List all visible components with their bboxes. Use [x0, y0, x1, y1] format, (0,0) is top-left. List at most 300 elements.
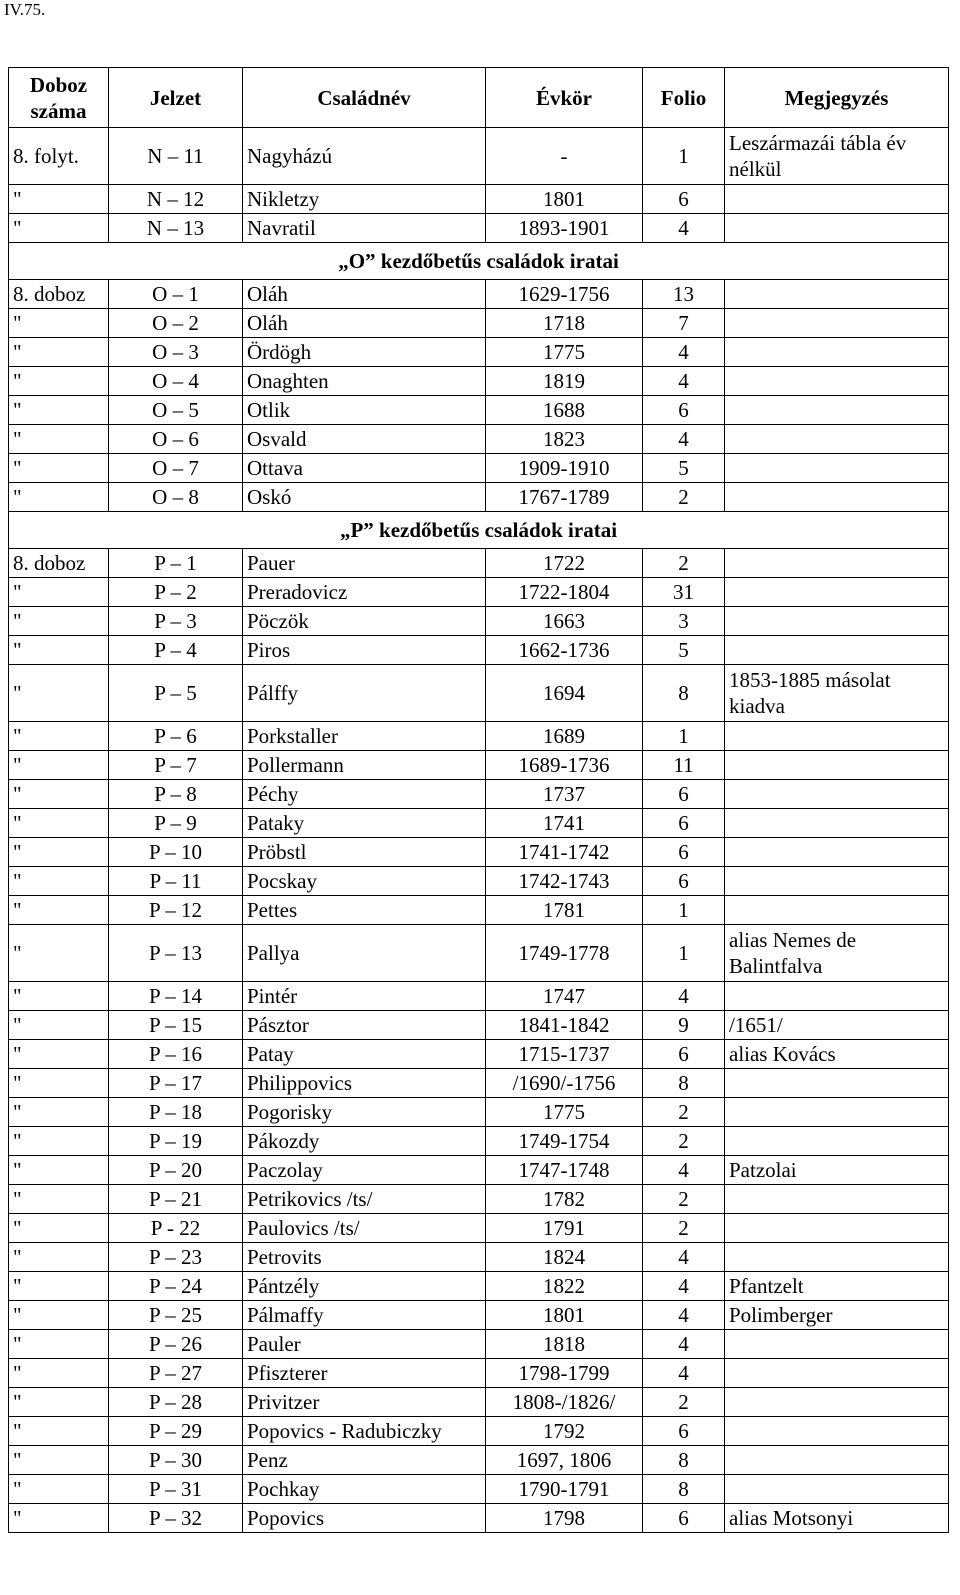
page-id: IV.75.	[4, 0, 46, 19]
doboz-cell: "	[9, 1446, 109, 1475]
folio-cell: 13	[643, 280, 725, 309]
folio-cell: 4	[643, 1272, 725, 1301]
doboz-cell: "	[9, 367, 109, 396]
table-row	[9, 867, 949, 896]
csaladnev-cell: Pettes	[243, 896, 486, 925]
header-folio: Folio	[643, 68, 725, 128]
jelzet-cell: P – 6	[109, 722, 243, 751]
table-row	[9, 1504, 949, 1533]
table-body	[9, 128, 949, 1533]
megjegyzes-cell: 1853-1885 másolat kiadva	[725, 665, 949, 722]
table-row	[9, 751, 949, 780]
megjegyzes-cell	[725, 578, 949, 607]
table-row	[9, 722, 949, 751]
megjegyzes-cell	[725, 896, 949, 925]
csaladnev-cell: Otlik	[243, 396, 486, 425]
jelzet-cell: P – 3	[109, 607, 243, 636]
doboz-cell: "	[9, 1185, 109, 1214]
table-row	[9, 838, 949, 867]
jelzet-cell: O – 6	[109, 425, 243, 454]
table-row	[9, 1185, 949, 1214]
csaladnev-cell: Oláh	[243, 309, 486, 338]
jelzet-cell: P – 27	[109, 1359, 243, 1388]
folio-cell: 5	[643, 454, 725, 483]
megjegyzes-cell	[725, 607, 949, 636]
evkor-cell: 1662-1736	[486, 636, 643, 665]
table-row	[9, 1388, 949, 1417]
jelzet-cell: P – 32	[109, 1504, 243, 1533]
megjegyzes-cell	[725, 1330, 949, 1359]
section-row	[9, 243, 949, 280]
folio-cell: 6	[643, 396, 725, 425]
megjegyzes-cell	[725, 1243, 949, 1272]
folio-cell: 31	[643, 578, 725, 607]
jelzet-cell: O – 4	[109, 367, 243, 396]
table-row	[9, 780, 949, 809]
doboz-cell: "	[9, 1069, 109, 1098]
megjegyzes-cell	[725, 838, 949, 867]
evkor-cell: 1801	[486, 185, 643, 214]
section-heading: „P” kezdőbetűs családok iratai	[9, 512, 949, 549]
table-row	[9, 1069, 949, 1098]
jelzet-cell: P – 15	[109, 1011, 243, 1040]
table-row	[9, 1040, 949, 1069]
header-megjegyzes: Megjegyzés	[725, 68, 949, 128]
megjegyzes-cell: /1651/	[725, 1011, 949, 1040]
csaladnev-cell: Piros	[243, 636, 486, 665]
megjegyzes-cell	[725, 309, 949, 338]
table-row	[9, 1156, 949, 1185]
evkor-cell: 1782	[486, 1185, 643, 1214]
csaladnev-cell: Pogorisky	[243, 1098, 486, 1127]
folio-cell: 4	[643, 425, 725, 454]
table-row	[9, 809, 949, 838]
megjegyzes-cell	[725, 367, 949, 396]
csaladnev-cell: Pálmaffy	[243, 1301, 486, 1330]
doboz-cell: "	[9, 1243, 109, 1272]
jelzet-cell: P – 31	[109, 1475, 243, 1504]
doboz-cell: "	[9, 338, 109, 367]
jelzet-cell: P – 24	[109, 1272, 243, 1301]
csaladnev-cell: Péchy	[243, 780, 486, 809]
csaladnev-cell: Pálffy	[243, 665, 486, 722]
table-row	[9, 1359, 949, 1388]
doboz-cell: "	[9, 665, 109, 722]
table-row	[9, 425, 949, 454]
table-row	[9, 1301, 949, 1330]
megjegyzes-cell	[725, 1214, 949, 1243]
csaladnev-cell: Ottava	[243, 454, 486, 483]
megjegyzes-cell	[725, 338, 949, 367]
folio-cell: 5	[643, 636, 725, 665]
doboz-cell: "	[9, 1098, 109, 1127]
doboz-cell: "	[9, 636, 109, 665]
megjegyzes-cell: Patzolai	[725, 1156, 949, 1185]
megjegyzes-cell	[725, 214, 949, 243]
doboz-cell: "	[9, 1127, 109, 1156]
csaladnev-cell: Onaghten	[243, 367, 486, 396]
doboz-cell: "	[9, 1359, 109, 1388]
evkor-cell: 1893-1901	[486, 214, 643, 243]
folio-cell: 2	[643, 1185, 725, 1214]
doboz-cell: "	[9, 607, 109, 636]
jelzet-cell: O – 1	[109, 280, 243, 309]
doboz-cell: "	[9, 396, 109, 425]
doboz-cell: "	[9, 309, 109, 338]
folio-cell: 1	[643, 925, 725, 982]
folio-cell: 6	[643, 809, 725, 838]
evkor-cell: 1742-1743	[486, 867, 643, 896]
jelzet-cell: P – 7	[109, 751, 243, 780]
table-row	[9, 1098, 949, 1127]
evkor-cell: 1819	[486, 367, 643, 396]
evkor-cell: 1697, 1806	[486, 1446, 643, 1475]
folio-cell: 8	[643, 1475, 725, 1504]
megjegyzes-cell: alias Nemes de Balintfalva	[725, 925, 949, 982]
evkor-cell: 1741	[486, 809, 643, 838]
jelzet-cell: P – 14	[109, 982, 243, 1011]
csaladnev-cell: Pauer	[243, 549, 486, 578]
jelzet-cell: P – 13	[109, 925, 243, 982]
megjegyzes-cell	[725, 483, 949, 512]
doboz-cell: "	[9, 1504, 109, 1533]
csaladnev-cell: Privitzer	[243, 1388, 486, 1417]
header-doboz: Doboz száma	[9, 68, 109, 128]
megjegyzes-cell	[725, 722, 949, 751]
evkor-cell: 1791	[486, 1214, 643, 1243]
folio-cell: 6	[643, 185, 725, 214]
megjegyzes-cell	[725, 549, 949, 578]
megjegyzes-cell: Pfantzelt	[725, 1272, 949, 1301]
evkor-cell: 1818	[486, 1330, 643, 1359]
csaladnev-cell: Paczolay	[243, 1156, 486, 1185]
jelzet-cell: P – 1	[109, 549, 243, 578]
folio-cell: 6	[643, 1504, 725, 1533]
evkor-cell: 1792	[486, 1417, 643, 1446]
doboz-cell: "	[9, 1475, 109, 1504]
evkor-cell: 1694	[486, 665, 643, 722]
megjegyzes-cell	[725, 982, 949, 1011]
csaladnev-cell: Philippovics	[243, 1069, 486, 1098]
csaladnev-cell: Pochkay	[243, 1475, 486, 1504]
archive-table	[8, 67, 949, 1533]
csaladnev-cell: Paulovics /ts/	[243, 1214, 486, 1243]
evkor-cell: 1822	[486, 1272, 643, 1301]
evkor-cell: 1749-1778	[486, 925, 643, 982]
doboz-cell: "	[9, 214, 109, 243]
evkor-cell: 1798-1799	[486, 1359, 643, 1388]
jelzet-cell: P – 10	[109, 838, 243, 867]
jelzet-cell: P – 11	[109, 867, 243, 896]
folio-cell: 1	[643, 722, 725, 751]
megjegyzes-cell	[725, 1098, 949, 1127]
jelzet-cell: N – 12	[109, 185, 243, 214]
section-heading: „O” kezdőbetűs családok iratai	[9, 243, 949, 280]
folio-cell: 4	[643, 1243, 725, 1272]
table-row	[9, 483, 949, 512]
table-row	[9, 1011, 949, 1040]
jelzet-cell: P – 28	[109, 1388, 243, 1417]
csaladnev-cell: Pröbstl	[243, 838, 486, 867]
evkor-cell: 1823	[486, 425, 643, 454]
csaladnev-cell: Navratil	[243, 214, 486, 243]
jelzet-cell: P – 2	[109, 578, 243, 607]
megjegyzes-cell	[725, 751, 949, 780]
csaladnev-cell: Nagyházú	[243, 128, 486, 185]
csaladnev-cell: Pintér	[243, 982, 486, 1011]
csaladnev-cell: Osvald	[243, 425, 486, 454]
evkor-cell: 1775	[486, 1098, 643, 1127]
folio-cell: 2	[643, 1098, 725, 1127]
evkor-cell: 1737	[486, 780, 643, 809]
csaladnev-cell: Oskó	[243, 483, 486, 512]
megjegyzes-cell: Polimberger	[725, 1301, 949, 1330]
jelzet-cell: O – 2	[109, 309, 243, 338]
table-row	[9, 982, 949, 1011]
evkor-cell: 1718	[486, 309, 643, 338]
csaladnev-cell: Pöczök	[243, 607, 486, 636]
csaladnev-cell: Nikletzy	[243, 185, 486, 214]
evkor-cell: 1688	[486, 396, 643, 425]
megjegyzes-cell	[725, 1185, 949, 1214]
evkor-cell: 1715-1737	[486, 1040, 643, 1069]
folio-cell: 4	[643, 1301, 725, 1330]
csaladnev-cell: Oláh	[243, 280, 486, 309]
csaladnev-cell: Pfiszterer	[243, 1359, 486, 1388]
folio-cell: 8	[643, 665, 725, 722]
section-row	[9, 512, 949, 549]
folio-cell: 6	[643, 867, 725, 896]
megjegyzes-cell	[725, 396, 949, 425]
doboz-cell: "	[9, 1011, 109, 1040]
csaladnev-cell: Pollermann	[243, 751, 486, 780]
table-row	[9, 309, 949, 338]
csaladnev-cell: Patay	[243, 1040, 486, 1069]
jelzet-cell: P – 19	[109, 1127, 243, 1156]
table-row	[9, 665, 949, 722]
folio-cell: 4	[643, 338, 725, 367]
doboz-cell: "	[9, 1156, 109, 1185]
jelzet-cell: O – 7	[109, 454, 243, 483]
doboz-cell: "	[9, 867, 109, 896]
folio-cell: 2	[643, 1127, 725, 1156]
table-row	[9, 367, 949, 396]
jelzet-cell: P – 5	[109, 665, 243, 722]
evkor-cell: 1909-1910	[486, 454, 643, 483]
header-csaladnev: Családnév	[243, 68, 486, 128]
doboz-cell: "	[9, 722, 109, 751]
doboz-cell: "	[9, 809, 109, 838]
evkor-cell: 1663	[486, 607, 643, 636]
jelzet-cell: P – 30	[109, 1446, 243, 1475]
doboz-cell: "	[9, 425, 109, 454]
csaladnev-cell: Pásztor	[243, 1011, 486, 1040]
jelzet-cell: P – 25	[109, 1301, 243, 1330]
header-evkor: Évkör	[486, 68, 643, 128]
table-row	[9, 636, 949, 665]
folio-cell: 4	[643, 214, 725, 243]
jelzet-cell: P – 12	[109, 896, 243, 925]
jelzet-cell: P – 4	[109, 636, 243, 665]
evkor-cell: 1808-/1826/	[486, 1388, 643, 1417]
jelzet-cell: P - 22	[109, 1214, 243, 1243]
table-row	[9, 454, 949, 483]
doboz-cell: 8. doboz	[9, 280, 109, 309]
folio-cell: 4	[643, 1330, 725, 1359]
csaladnev-cell: Popovics - Radubiczky	[243, 1417, 486, 1446]
doboz-cell: "	[9, 578, 109, 607]
evkor-cell: 1747	[486, 982, 643, 1011]
doboz-cell: "	[9, 1272, 109, 1301]
csaladnev-cell: Preradovicz	[243, 578, 486, 607]
csaladnev-cell: Pallya	[243, 925, 486, 982]
csaladnev-cell: Pákozdy	[243, 1127, 486, 1156]
csaladnev-cell: Petrikovics /ts/	[243, 1185, 486, 1214]
csaladnev-cell: Pauler	[243, 1330, 486, 1359]
evkor-cell: 1781	[486, 896, 643, 925]
megjegyzes-cell	[725, 185, 949, 214]
megjegyzes-cell	[725, 1417, 949, 1446]
folio-cell: 2	[643, 549, 725, 578]
doboz-cell: "	[9, 925, 109, 982]
folio-cell: 2	[643, 1388, 725, 1417]
folio-cell: 6	[643, 1417, 725, 1446]
header-jelzet: Jelzet	[109, 68, 243, 128]
evkor-cell: /1690/-1756	[486, 1069, 643, 1098]
megjegyzes-cell	[725, 809, 949, 838]
megjegyzes-cell	[725, 867, 949, 896]
folio-cell: 11	[643, 751, 725, 780]
evkor-cell: 1747-1748	[486, 1156, 643, 1185]
table-row	[9, 396, 949, 425]
megjegyzes-cell	[725, 454, 949, 483]
megjegyzes-cell: alias Kovács	[725, 1040, 949, 1069]
doboz-cell: "	[9, 185, 109, 214]
doboz-cell: "	[9, 838, 109, 867]
jelzet-cell: P – 16	[109, 1040, 243, 1069]
evkor-cell: 1801	[486, 1301, 643, 1330]
jelzet-cell: P – 23	[109, 1243, 243, 1272]
folio-cell: 1	[643, 896, 725, 925]
table-row	[9, 1446, 949, 1475]
folio-cell: 8	[643, 1446, 725, 1475]
megjegyzes-cell	[725, 1475, 949, 1504]
table-row	[9, 578, 949, 607]
megjegyzes-cell	[725, 1359, 949, 1388]
table-row	[9, 214, 949, 243]
doboz-cell: "	[9, 982, 109, 1011]
folio-cell: 6	[643, 780, 725, 809]
jelzet-cell: N – 11	[109, 128, 243, 185]
csaladnev-cell: Pocskay	[243, 867, 486, 896]
table-row	[9, 896, 949, 925]
jelzet-cell: P – 8	[109, 780, 243, 809]
table-row	[9, 280, 949, 309]
table-row	[9, 128, 949, 185]
evkor-cell: 1790-1791	[486, 1475, 643, 1504]
megjegyzes-cell	[725, 636, 949, 665]
doboz-cell: "	[9, 1040, 109, 1069]
folio-cell: 4	[643, 1156, 725, 1185]
jelzet-cell: P – 9	[109, 809, 243, 838]
folio-cell: 4	[643, 1359, 725, 1388]
csaladnev-cell: Pántzély	[243, 1272, 486, 1301]
table-row	[9, 1127, 949, 1156]
csaladnev-cell: Petrovits	[243, 1243, 486, 1272]
doboz-cell: "	[9, 483, 109, 512]
megjegyzes-cell	[725, 780, 949, 809]
doboz-cell: "	[9, 454, 109, 483]
table-row	[9, 1330, 949, 1359]
doboz-cell: 8. folyt.	[9, 128, 109, 185]
evkor-cell: 1722-1804	[486, 578, 643, 607]
folio-cell: 4	[643, 982, 725, 1011]
jelzet-cell: P – 17	[109, 1069, 243, 1098]
evkor-cell: 1749-1754	[486, 1127, 643, 1156]
megjegyzes-cell	[725, 1388, 949, 1417]
table-row	[9, 549, 949, 578]
folio-cell: 1	[643, 128, 725, 185]
megjegyzes-cell: alias Motsonyi	[725, 1504, 949, 1533]
table-row	[9, 1272, 949, 1301]
folio-cell: 4	[643, 367, 725, 396]
table-row	[9, 1417, 949, 1446]
jelzet-cell: P – 29	[109, 1417, 243, 1446]
megjegyzes-cell	[725, 425, 949, 454]
jelzet-cell: P – 26	[109, 1330, 243, 1359]
csaladnev-cell: Porkstaller	[243, 722, 486, 751]
jelzet-cell: O – 3	[109, 338, 243, 367]
folio-cell: 7	[643, 309, 725, 338]
doboz-cell: "	[9, 1301, 109, 1330]
csaladnev-cell: Penz	[243, 1446, 486, 1475]
table-row	[9, 1475, 949, 1504]
doboz-cell: "	[9, 751, 109, 780]
evkor-cell: 1741-1742	[486, 838, 643, 867]
folio-cell: 2	[643, 483, 725, 512]
doboz-cell: "	[9, 1330, 109, 1359]
jelzet-cell: O – 8	[109, 483, 243, 512]
doboz-cell: "	[9, 780, 109, 809]
evkor-cell: 1689-1736	[486, 751, 643, 780]
megjegyzes-cell	[725, 280, 949, 309]
jelzet-cell: P – 18	[109, 1098, 243, 1127]
doboz-cell: "	[9, 1388, 109, 1417]
doboz-cell: "	[9, 1417, 109, 1446]
megjegyzes-cell: Leszármazái tábla év nélkül	[725, 128, 949, 185]
evkor-cell: 1824	[486, 1243, 643, 1272]
evkor-cell: 1722	[486, 549, 643, 578]
header-row	[9, 68, 949, 128]
doboz-cell: "	[9, 1214, 109, 1243]
evkor-cell: 1798	[486, 1504, 643, 1533]
jelzet-cell: P – 21	[109, 1185, 243, 1214]
table-row	[9, 1243, 949, 1272]
folio-cell: 9	[643, 1011, 725, 1040]
table-row	[9, 1214, 949, 1243]
table-row	[9, 185, 949, 214]
folio-cell: 6	[643, 838, 725, 867]
jelzet-cell: P – 20	[109, 1156, 243, 1185]
csaladnev-cell: Ördögh	[243, 338, 486, 367]
megjegyzes-cell	[725, 1446, 949, 1475]
csaladnev-cell: Pataky	[243, 809, 486, 838]
csaladnev-cell: Popovics	[243, 1504, 486, 1533]
evkor-cell: 1629-1756	[486, 280, 643, 309]
table-row	[9, 607, 949, 636]
folio-cell: 3	[643, 607, 725, 636]
jelzet-cell: N – 13	[109, 214, 243, 243]
